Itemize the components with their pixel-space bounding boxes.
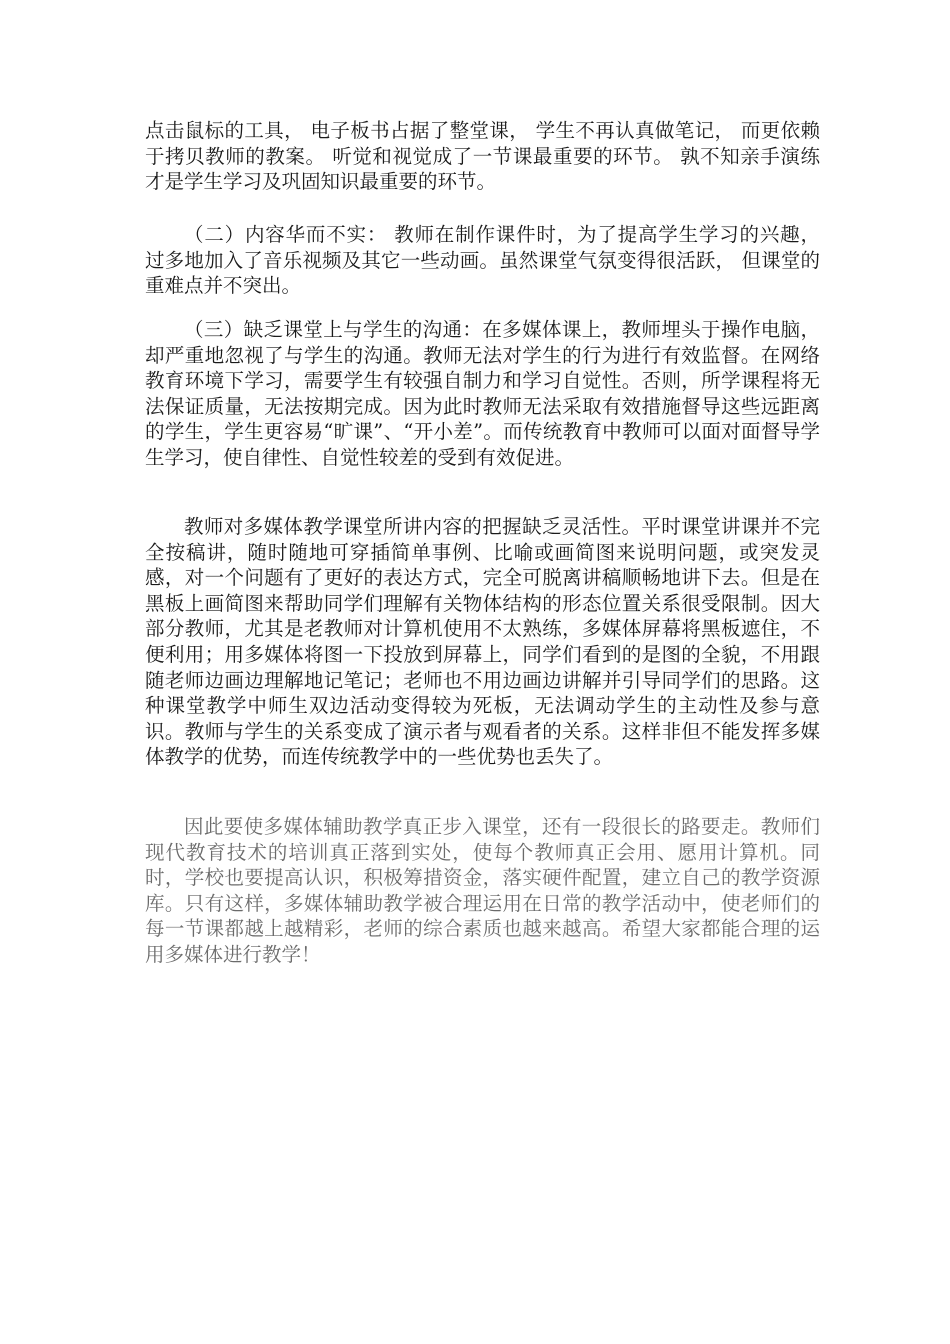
- paragraph-flexibility-issue: 教师对多媒体教学课堂所讲内容的把握缺乏灵活性。平时课堂讲课并不完全按稿讲，随时随地可穿插简单事例、比喻或画简图来说明问题，或突发灵感，对一个问题有了更好的表达方式，完全可脱离讲稿顺畅地讲下去。但是在黑板上画简图来帮助同学们理解有关物体结构的形态位置关系很受限制。因大部分教师，尤其是老教师对计算机使用不太熟练，多媒体屏幕将黑板遮住，不便利用；用多媒体将图一下投放到屏幕上，同学们看到的是图的全貌，不用跟随老师边画边理解地记笔记；老师也不用边画边讲解并引导同学们的思路。这种课堂教学中师生双边活动变得较为死板，无法调动学生的主动性及参与意识。教师与学生的关系变成了演示者与观看者的关系。这样非但不能发挥多媒体教学的优势，而连传统教学中的一些优势也丢失了。: [145, 515, 820, 769]
- paragraph-conclusion: 因此要使多媒体辅助教学真正步入课堂，还有一段很长的路要走。教师们现代教育技术的培训真正落到实处，使每个教师真正会用、愿用计算机。同时，学校也要提高认识，积极筹措资金，落实硬件配置，建立自己的教学资源库。只有这样，多媒体辅助教学被合理运用在日常的教学活动中，使老师们的每一节课都越上越精彩，老师的综合素质也越来越高。希望大家都能合理的运用多媒体进行教学！: [145, 815, 820, 966]
- paragraph-continuation: 点击鼠标的工具， 电子板书占据了整堂课， 学生不再认真做笔记， 而更依赖于拷贝教师的教案。 听觉和视觉成了一节课最重要的环节。 孰不知亲手演练才是学生学习及巩固知识最重要的环节。: [145, 119, 820, 194]
- paragraph-content-issue: （二）内容华而不实： 教师在制作课件时，为了提高学生学习的兴趣， 过多地加入了音乐视频及其它一些动画。虽然课堂气氛变得很活跃， 但课堂的重难点并不突出。: [145, 223, 820, 298]
- paragraph-communication-issue: （三）缺乏课堂上与学生的沟通：在多媒体课上，教师埋头于操作电脑，却严重地忽视了与学生的沟通。教师无法对学生的行为进行有效监督。在网络教育环境下学习，需要学生有较强自制力和学习自觉性。否则，所学课程将无法保证质量，无法按期完成。因为此时教师无法采取有效措施督导这些远距离的学生，学生更容易“旷课”、“开小差”。而传统教育中教师可以面对面督导学生学习，使自律性、自觉性较差的受到有效促进。: [145, 318, 820, 469]
